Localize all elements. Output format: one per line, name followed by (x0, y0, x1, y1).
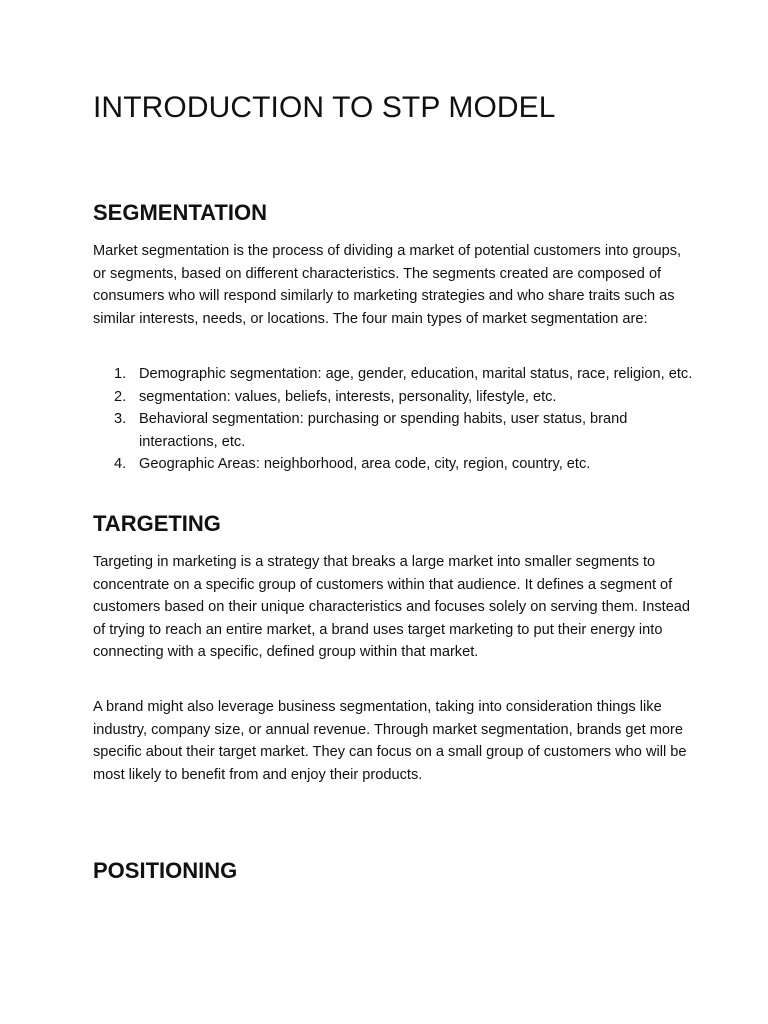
targeting-paragraph-2: A brand might also leverage business segmentation, taking into consideration things like industry, company size, or annual revenue. Through market segmentation, brands get more specific about their target market. They can focus on a small group of customers who will be most likely to benefit from and enjoy their products. (93, 699, 687, 783)
page-title: INTRODUCTION TO STP MODEL (93, 91, 556, 124)
list-item (93, 453, 693, 476)
list-item-text: Behavioral segmentation: purchasing or spending habits, user status, brand interactions, etc. (139, 411, 628, 450)
targeting-paragraph-1: Targeting in marketing is a strategy that breaks a large market into smaller segments to concentrate on a specific group of customers within that audience. It defines a segment of customers based on their unique characteristics and focuses solely on serving them. Instead of trying to reach an entire market, a brand uses target marketing to put their energy into connecting with a specific, defined group within that market. (93, 554, 691, 660)
list-item-number: 4. (114, 456, 127, 472)
list-item-text: Geographic Areas: neighborhood, area code, city, region, country, etc. (139, 456, 591, 472)
list-item-text: Demographic segmentation: age, gender, education, marital status, race, religion, etc. (139, 366, 693, 382)
list-item (93, 408, 693, 453)
list-item-number: 2. (114, 388, 127, 405)
list-item-number: 1. (114, 366, 127, 382)
segmentation-types-list (93, 363, 693, 476)
targeting-heading: TARGETING (93, 511, 221, 536)
list-item (93, 363, 693, 386)
segmentation-heading: SEGMENTATION (93, 200, 267, 225)
segmentation-paragraph: Market segmentation is the process of dividing a market of potential customers into groups, or segments, based on different characteristics. The segments created are composed of consumers who will respond similarly to marketing strategies and who share traits such as similar interests, needs, or locations. The four main types of market segmentation are: (93, 243, 682, 327)
list-item-number: 3. (114, 411, 127, 427)
list-item (93, 386, 693, 409)
list-item-text: segmentation: values, beliefs, interests, personality, lifestyle, etc. (139, 388, 557, 405)
positioning-heading: POSITIONING (93, 858, 238, 883)
